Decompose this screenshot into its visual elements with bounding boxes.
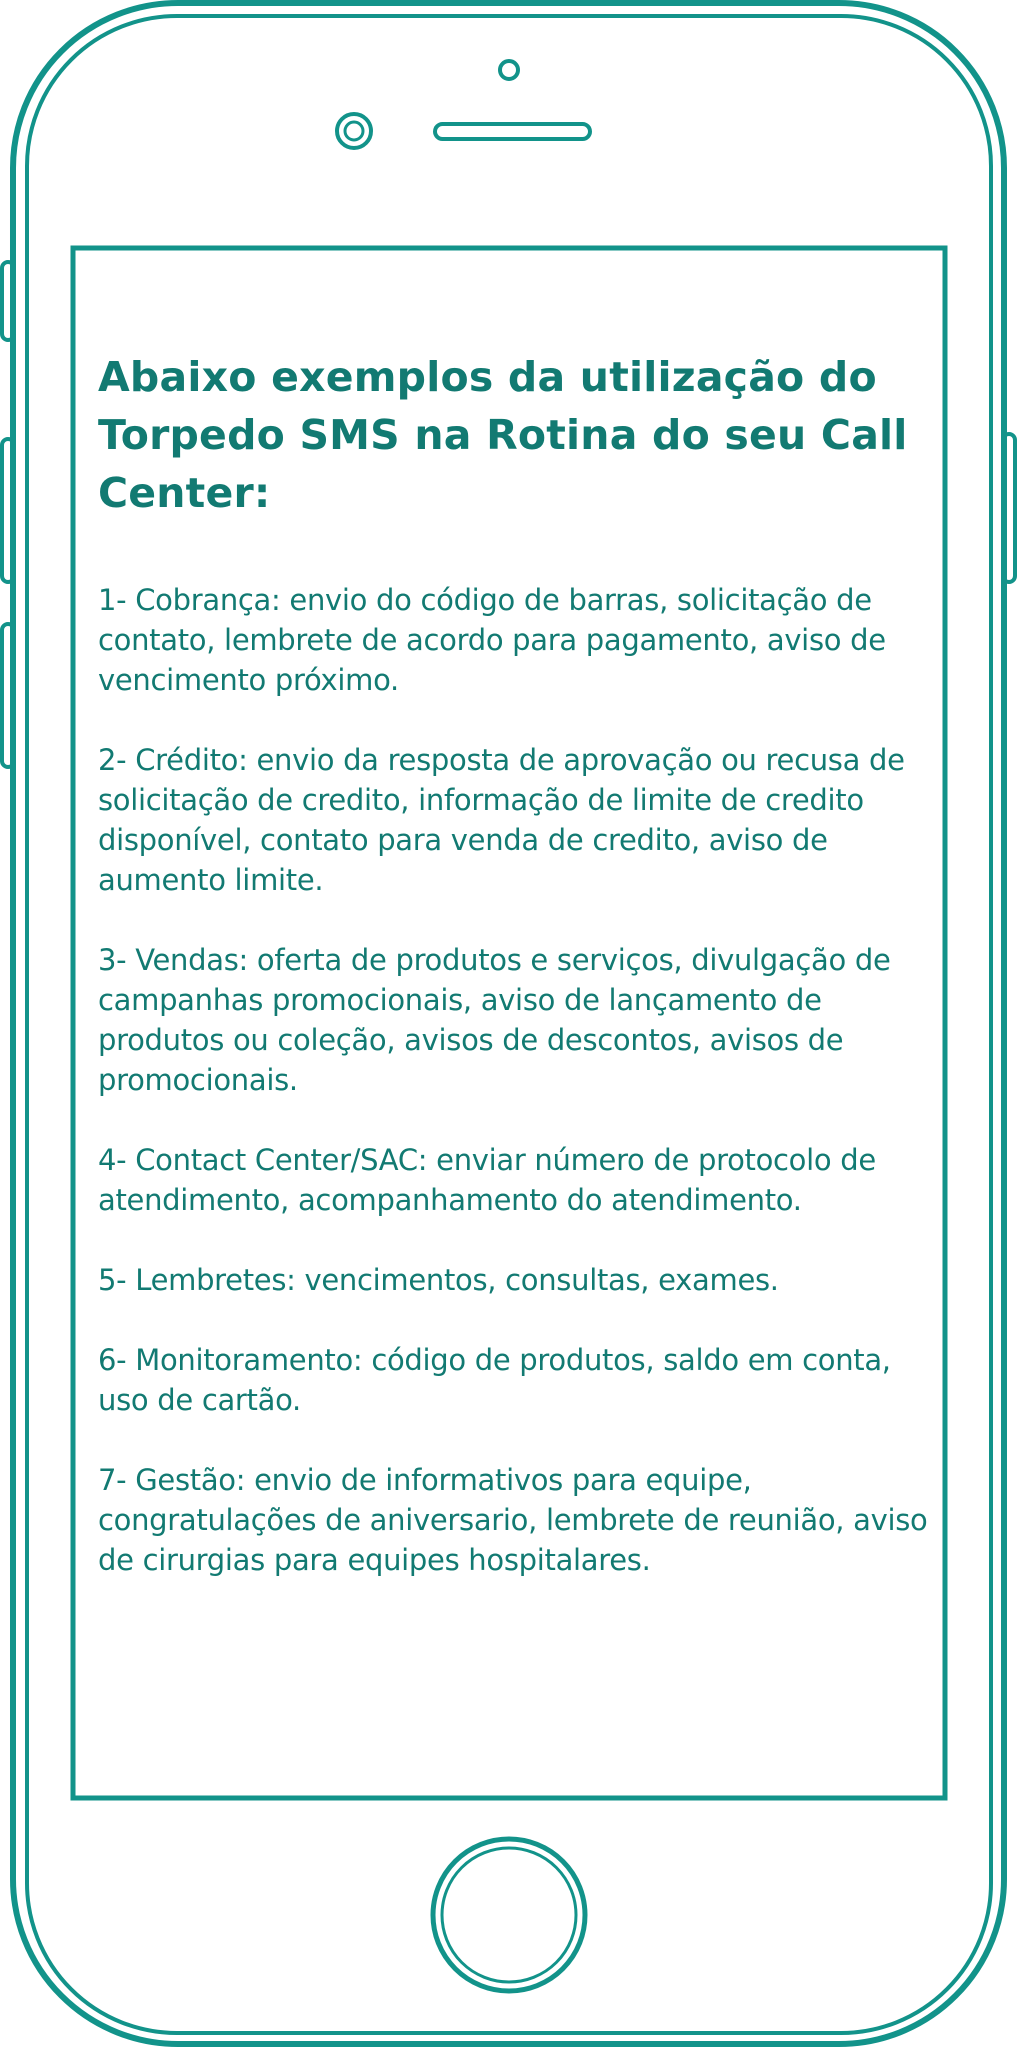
list-item-cobranca: 1- Cobrança: envio do código de barras, solicitação de contato, lembrete de acordo para pagamento, aviso de vencimento próximo. [98,583,886,697]
home-button-icon[interactable] [433,1839,585,1991]
home-button-inner-icon [442,1848,576,1982]
front-camera-lens-icon [345,122,363,140]
usage-examples-list [98,580,946,1580]
volume-down-button [2,624,14,767]
front-camera-icon [337,114,371,148]
screen-content [98,348,946,1580]
list-item-gestao: 7- Gestão: envio de informativos para equipe, congratulações de aniversario, lembrete de reunião, aviso de cirurgias para equipes hospitalares. [98,1463,928,1577]
power-button [1003,434,1015,582]
list-item-contact-center: 4- Contact Center/SAC: enviar número de protocolo de atendimento, acompanhamento do atendimento. [98,1143,876,1217]
list-item-credito: 2- Crédito: envio da resposta de aprovação ou recusa de solicitação de credito, informação de limite de credito disponível, contato para venda de credito, aviso de aumento limite. [98,743,905,897]
proximity-sensor-icon [500,61,518,79]
mute-switch [2,262,14,340]
list-item-vendas: 3- Vendas: oferta de produtos e serviços, divulgação de campanhas promocionais, aviso de lançamento de produtos ou coleção, avisos de descontos, avisos de promocionais. [98,943,891,1097]
page-title: Abaixo exemplos da utilização do Torpedo SMS na Rotina do seu Call Center: [98,353,908,517]
list-item-lembretes: 5- Lembretes: vencimentos, consultas, exames. [98,1263,779,1297]
earpiece-speaker-icon [435,124,590,139]
volume-up-button [2,439,14,582]
list-item-monitoramento: 6- Monitoramento: código de produtos, saldo em conta, uso de cartão. [98,1343,891,1417]
